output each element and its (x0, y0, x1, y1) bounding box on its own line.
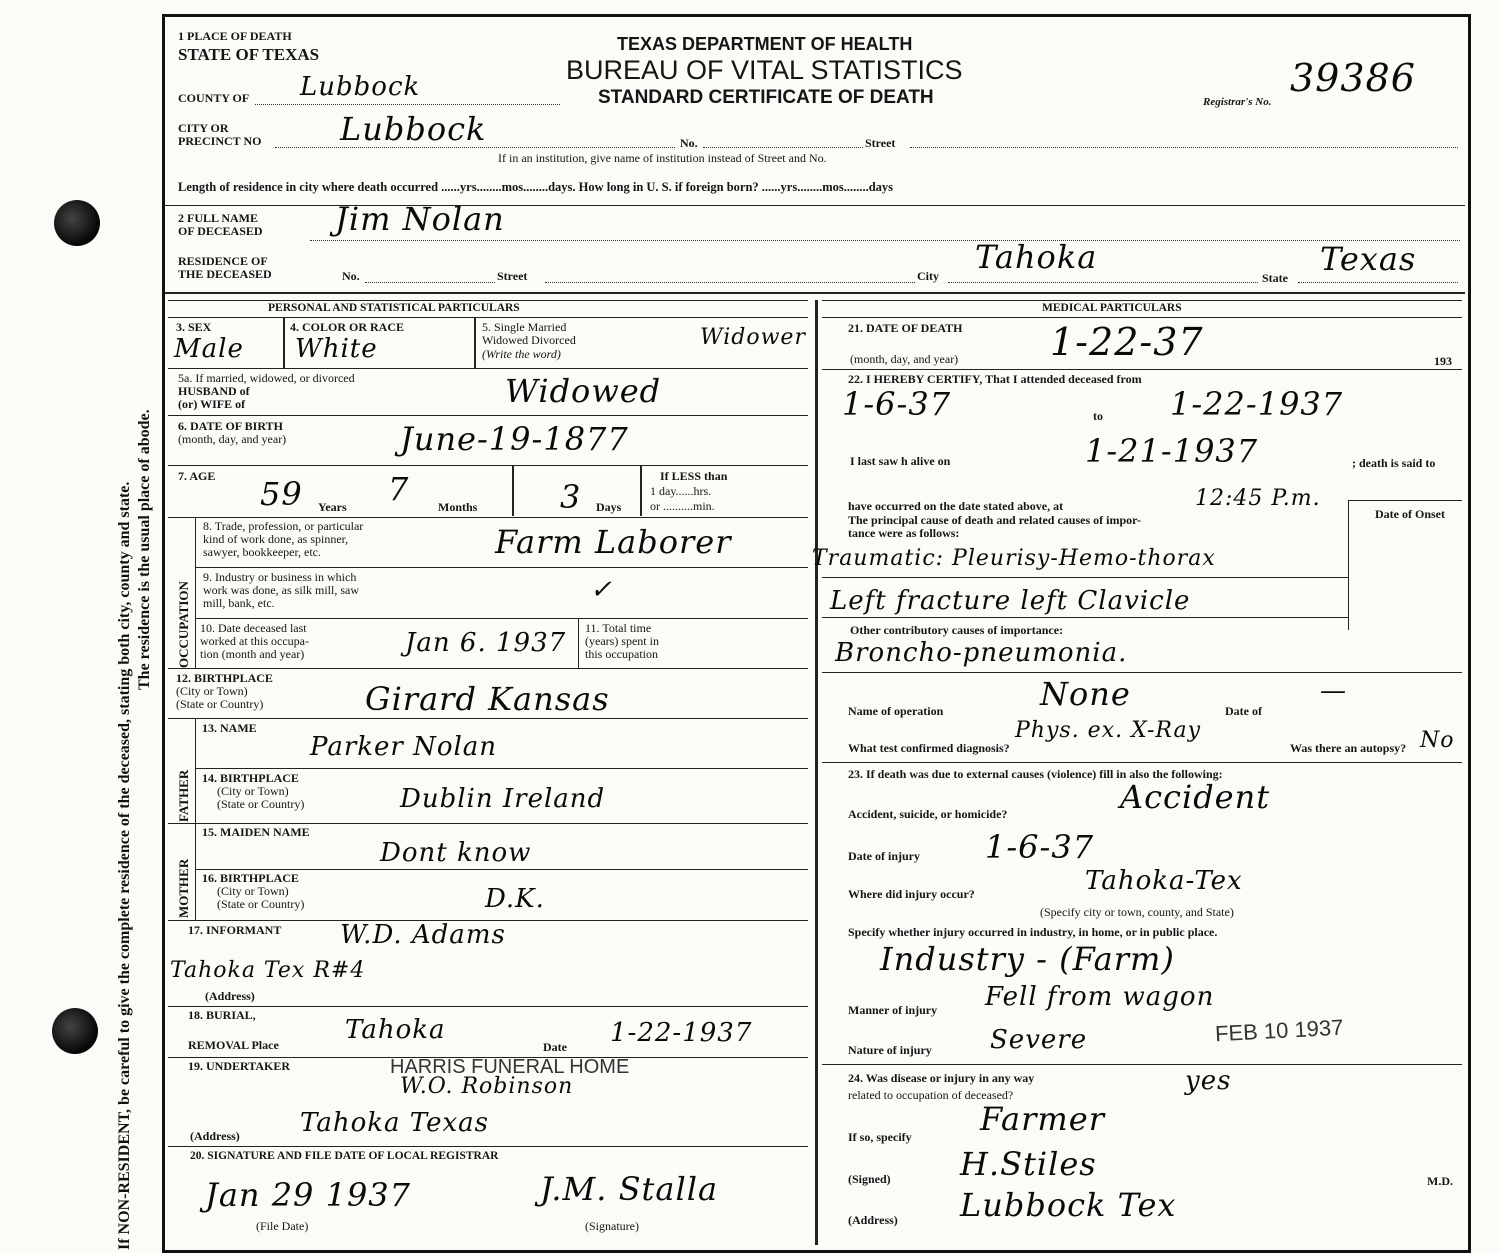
sex-label: 3. SEX (176, 320, 212, 334)
trade-label-3: sawyer, bookkeeper, etc. (203, 545, 321, 559)
injury-place-label: Where did injury occur? (848, 887, 975, 901)
no-label: No. (680, 136, 698, 150)
total-label-3: this occupation (585, 647, 658, 661)
medical-section-title: MEDICAL PARTICULARS (1042, 302, 1182, 314)
burial-date-label: Date (543, 1040, 567, 1054)
color-value: White (295, 334, 378, 364)
file-date-label: (File Date) (256, 1219, 309, 1233)
ifso-value: Farmer (980, 1100, 1105, 1138)
personal-section-title: PERSONAL AND STATISTICAL PARTICULARS (268, 302, 520, 314)
mother-birthplace: D.K. (485, 884, 545, 914)
nature-label: Nature of injury (848, 1043, 932, 1057)
marital-value: Widower (700, 325, 806, 350)
county-label: COUNTY OF (178, 91, 250, 105)
less-label-3: or ..........min. (650, 499, 715, 513)
certificate-title: STANDARD CERTIFICATE OF DEATH (598, 87, 934, 108)
burial-date: 1-22-1937 (610, 1018, 753, 1048)
trade-value: Farm Laborer (495, 523, 732, 561)
place-of-death-label: 1 PLACE OF DEATH (178, 29, 292, 43)
mother-side-title: MOTHER (176, 858, 191, 918)
lastwork-label-2: worked at this occupa- (200, 634, 309, 648)
city-value: Lubbock (340, 110, 487, 148)
birthplace-label-2: (City or Town) (176, 684, 248, 698)
informant-address: Tahoka Tex R#4 (170, 958, 366, 983)
total-label-2: (years) spent in (585, 634, 659, 648)
bureau-title: BUREAU OF VITAL STATISTICS (566, 55, 963, 85)
street-label: Street (865, 136, 896, 150)
informant-name: W.D. Adams (340, 920, 506, 950)
burial-place: Tahoka (345, 1015, 446, 1045)
lastseen-value: 1-21-1937 (1085, 432, 1259, 470)
lastwork-value: Jan 6. 1937 (405, 628, 567, 658)
state-label: STATE OF TEXAS (178, 45, 320, 64)
father-side-title: FATHER (176, 769, 191, 822)
disease-value: yes (1185, 1066, 1232, 1096)
color-label: 4. COLOR OR RACE (290, 320, 405, 334)
physician-signature: H.Stiles (960, 1145, 1097, 1183)
spouse-label-1: 5a. If married, widowed, or divorced (178, 371, 355, 385)
onset-label: Date of Onset (1375, 507, 1445, 521)
cause-primary: Traumatic: Pleurisy-Hemo-thorax (812, 546, 1216, 571)
occurred-label: have occurred on the date stated above, at (848, 499, 1064, 513)
test-value: Phys. ex. X-Ray (1015, 718, 1202, 743)
mother-name-label: 15. MAIDEN NAME (202, 825, 310, 839)
cause-label-2: tance were as follows: (848, 526, 960, 540)
dob-label-1: 6. DATE OF BIRTH (178, 419, 283, 433)
informant-address-label: (Address) (205, 989, 255, 1003)
age-months: 7 (388, 470, 410, 508)
attend-to-label: to (1093, 409, 1103, 423)
mother-name: Dont know (380, 838, 532, 868)
physician-address-label: (Address) (848, 1213, 898, 1227)
birthplace-value: Girard Kansas (365, 680, 610, 718)
days-label: Days (596, 500, 622, 514)
residence-city-label: City (917, 269, 939, 283)
funeral-home-stamp: HARRIS FUNERAL HOME (390, 1056, 630, 1078)
age-label: 7. AGE (178, 469, 216, 483)
md-label: M.D. (1427, 1174, 1453, 1188)
signed-label: (Signed) (848, 1172, 891, 1186)
less-label-1: If LESS than (660, 469, 728, 483)
registrar-signature: J.M. Stalla (540, 1170, 719, 1208)
months-label: Months (438, 500, 478, 514)
operation-date-label: Date of (1225, 704, 1262, 718)
registrar-number: 39386 (1290, 56, 1416, 100)
injury-date: 1-6-37 (985, 828, 1095, 866)
dod-year: 193 (1434, 354, 1452, 368)
certify-label: 22. I HEREBY CERTIFY, That I attended deceased from (848, 372, 1142, 386)
file-date: Jan 29 1937 (205, 1176, 412, 1214)
spouse-label-3: (or) WIFE of (178, 397, 246, 411)
time-of-death: 12:45 P.m. (1195, 486, 1321, 511)
name-label-2: OF DECEASED (178, 224, 263, 238)
father-name: Parker Nolan (310, 732, 498, 762)
test-label: What test confirmed diagnosis? (848, 741, 1010, 755)
marital-label-3: (Write the word) (482, 347, 561, 361)
lastseen-label: I last saw h alive on (850, 454, 951, 468)
father-bp-label-3: (State or Country) (217, 797, 305, 811)
specify-value: Industry - (Farm) (880, 940, 1175, 978)
dob-value: June-19-1877 (400, 420, 629, 458)
injury-date-label: Date of injury (848, 849, 920, 863)
registrar-signature-label: 20. SIGNATURE AND FILE DATE OF LOCAL REGISTRAR (190, 1150, 499, 1162)
undertaker-address-label: (Address) (190, 1129, 240, 1143)
sex-value: Male (174, 334, 244, 364)
operation-label: Name of operation (848, 704, 944, 718)
dod-label-1: 21. DATE OF DEATH (848, 321, 963, 335)
manner-label: Manner of injury (848, 1003, 938, 1017)
age-years: 59 (260, 475, 303, 513)
residence-street-label: Street (497, 269, 528, 283)
trade-label-1: 8. Trade, profession, or particular (203, 519, 364, 533)
father-bp-label-1: 14. BIRTHPLACE (202, 771, 299, 785)
dod-label-2: (month, day, and year) (850, 352, 959, 366)
residence-label-2: THE DECEASED (178, 267, 272, 281)
dept-title: TEXAS DEPARTMENT OF HEALTH (617, 34, 913, 54)
death-certificate: If NON-RESIDENT, be careful to give the complete residence of the deceased, stating both city, county and state. The residence is the usual place of abode. 1 PLACE OF DEATH STATE OF TEXAS TEXAS DEPARTMENT OF HEALTH BUREAU OF VITAL STATISTICS STANDARD CERTIFICATE OF DEATH Registrar's No. 39386 COUNTY OF Lubbock CITY OR PRECINCT NO Lubbock No. Street If in an institution, give name of institution instead of Street and No. Length of residence in city where death occurred ......yrs........mos........days. How long in U. S. if foreign born? ......yrs........mos........days 2 FULL NAME OF DECEASED Jim Nolan RESIDENCE OF THE DECEASED No. Street City Tahoka State Texas PERSONAL AND STATISTICAL PARTICULARS 3. SEX Male 4. COLOR OR RACE White 5. Single Married Widowed Divorced (Write the word) Widower 5a. If married, widowed, or divorced HUSBAND of (or) WIFE of Widowed 6. DATE OF BIRTH (month, day, and year) June-19-1877 7. AGE 59 Years 7 Months 3 Days If LESS than 1 day......hrs. or ..........min. OCCUPATION 8. Trade, profession, or particular kind of work done, as spinner, sawyer, bookkeeper, etc. Farm Laborer 9. Industry or business in which work was done, as silk mill, saw mill, bank, etc. ✓ 10. Date deceased last worked at this occupa- tion (month and year) Jan 6. 1937 11. Total time (years) spent in this occupation 12. BIRTHPLACE (City or Town) (State or Country) Girard Kansas FATHER 13. NAME Parker Nolan 14. BIRTHPLACE (City or Town) (State or Country) Dublin Ireland MOTHER 15. MAIDEN NAME Dont know 16. BIRTHPLACE (City or Town) (State or Country) D.K. 17. INFORMANT W.D. Adams Tahoka Tex R#4 (Address) 18. BURIAL, REMOVAL Place Tahoka Date 1-22-1937 19. UNDERTAKER HARRIS FUNERAL HOME W.O. Robinson (Address) Tahoka Texas 20. SIGNATURE AND FILE DATE OF LOCAL REGISTRAR Jan 29 1937 (File Date) J.M. Stalla (Signature) MEDICAL PARTICULARS 21. DATE OF DEATH (month, day, and year) 1-22-37 193 22. I HEREBY CERTIFY, That I attended deceased from 1-6-37 to 1-22-1937 I last saw h alive on 1-21-1937 ; death is said to have occurred on the date stated above, at 12:45 P.m. The principal cause of death and related causes of impor- tance were as follows: Date of Onset Traumatic: Pleurisy-Hemo-thorax Left fracture left Clavicle Other contributory causes of importance: Broncho-pneumonia. Name of operation None Date of — What test confirmed diagnosis? Phys. ex. X-Ray Was there an autopsy? No 23. If death was due to external causes (violence) fill in also the following: Accident, suicide, or homicide? Accident Date of injury 1-6-37 Where did injury occur? Tahoka-Tex (Specify city or town, county, and State) Specify whether injury occurred in industry, in home, or in public place. Industry - (Farm) Manner of injury Fell from wagon Nature of injury Severe FEB 10 1937 24. Was disease or injury in any way related to occupation of deceased? yes If so, specify Farmer (Signed) H.Stiles M.D. (Address) Lubbock Tex (0, 0, 1500, 1253)
county-value: Lubbock (300, 72, 421, 102)
cause-label-1: The principal cause of death and related causes of impor- (848, 513, 1141, 527)
age-days: 3 (560, 478, 582, 516)
spouse-label-2: HUSBAND of (178, 384, 250, 398)
burial-label: 18. BURIAL, (188, 1008, 256, 1022)
birthplace-label-3: (State or Country) (176, 697, 264, 711)
lastwork-label-3: tion (month and year) (200, 647, 305, 661)
deceased-name: Jim Nolan (335, 200, 505, 238)
residence-note: The residence is the usual place of abode. (136, 409, 153, 690)
other-causes-label: Other contributory causes of importance: (850, 623, 1064, 637)
attend-to: 1-22-1937 (1170, 385, 1344, 423)
accident-label: Accident, suicide, or homicide? (848, 807, 1008, 821)
external-causes-label: 23. If death was due to external causes (violence) fill in also the following: (848, 767, 1223, 781)
less-label-2: 1 day......hrs. (650, 484, 712, 498)
undertaker-address: Tahoka Texas (300, 1108, 489, 1138)
lastseen-tail: ; death is said to (1352, 456, 1436, 470)
residence-state-label: State (1262, 271, 1288, 285)
disease-label-1: 24. Was disease or injury in any way (848, 1071, 1035, 1085)
accident-value: Accident (1120, 778, 1271, 816)
autopsy-label: Was there an autopsy? (1290, 741, 1407, 755)
occupation-side-title: OCCUPATION (176, 581, 191, 668)
attend-from: 1-6-37 (842, 385, 952, 423)
marital-label-1: 5. Single Married (482, 320, 567, 334)
residence-no-label: No. (342, 269, 360, 283)
dod-value: 1-22-37 (1050, 320, 1204, 364)
punch-hole-top (54, 200, 100, 246)
mother-bp-label-1: 16. BIRTHPLACE (202, 871, 299, 885)
father-bp-label-2: (City or Town) (217, 784, 289, 798)
disease-label-2: related to occupation of deceased? (848, 1088, 1014, 1102)
manner-value: Fell from wagon (985, 982, 1215, 1012)
punch-hole-bottom (52, 1008, 98, 1054)
residence-city: Tahoka (975, 238, 1098, 276)
residence-label-1: RESIDENCE OF (178, 254, 268, 268)
mother-bp-label-3: (State or Country) (217, 897, 305, 911)
signature-label: (Signature) (585, 1219, 639, 1233)
other-causes: Broncho-pneumonia. (835, 638, 1128, 668)
cause-secondary: Left fracture left Clavicle (830, 586, 1191, 616)
undertaker-label: 19. UNDERTAKER (188, 1059, 291, 1073)
marital-label-2: Widowed Divorced (482, 333, 576, 347)
city-label-1: CITY OR (178, 121, 229, 135)
specify-label: Specify whether injury occurred in industry, in home, or in public place. (848, 925, 1218, 939)
undertaker-signature: W.O. Robinson (400, 1074, 574, 1099)
residence-state: Texas (1320, 240, 1417, 278)
years-label: Years (318, 500, 347, 514)
informant-label: 17. INFORMANT (188, 923, 282, 937)
injury-place: Tahoka-Tex (1085, 866, 1243, 896)
name-label-1: 2 FULL NAME (178, 211, 259, 225)
injury-place-note: (Specify city or town, county, and State) (1040, 905, 1234, 919)
dob-label-2: (month, day, and year) (178, 432, 287, 446)
city-label-2: PRECINCT NO (178, 134, 262, 148)
trade-label-2: kind of work done, as spinner, (203, 532, 349, 546)
received-stamp: FEB 10 1937 (1214, 1014, 1344, 1047)
industry-label-3: mill, bank, etc. (203, 596, 275, 610)
lastwork-label-1: 10. Date deceased last (200, 621, 307, 635)
father-name-label: 13. NAME (202, 721, 257, 735)
industry-label-2: work was done, as silk mill, saw (203, 583, 359, 597)
physician-address: Lubbock Tex (960, 1186, 1177, 1224)
institution-note: If in an institution, give name of institution instead of Street and No. (498, 151, 827, 165)
industry-label-1: 9. Industry or business in which (203, 570, 357, 584)
spouse-value: Widowed (505, 372, 662, 410)
nature-value: Severe (990, 1025, 1088, 1055)
mother-bp-label-2: (City or Town) (217, 884, 289, 898)
nonresident-note: If NON-RESIDENT, be careful to give the complete residence of the deceased, stating both city, county and state. (116, 481, 133, 1250)
industry-value: ✓ (590, 575, 613, 605)
operation-value: None (1040, 675, 1131, 713)
autopsy-value: No (1420, 728, 1455, 753)
residence-length: Length of residence in city where death occurred ......yrs........mos........days. How long in U. S. if foreign born? ......yrs........mos........days (178, 180, 894, 194)
ifso-label: If so, specify (848, 1130, 912, 1144)
total-label-1: 11. Total time (585, 621, 652, 635)
father-birthplace: Dublin Ireland (400, 784, 606, 814)
removal-label: REMOVAL Place (188, 1038, 279, 1052)
birthplace-label-1: 12. BIRTHPLACE (176, 671, 273, 685)
registrar-label: Registrar's No. (1203, 96, 1272, 108)
